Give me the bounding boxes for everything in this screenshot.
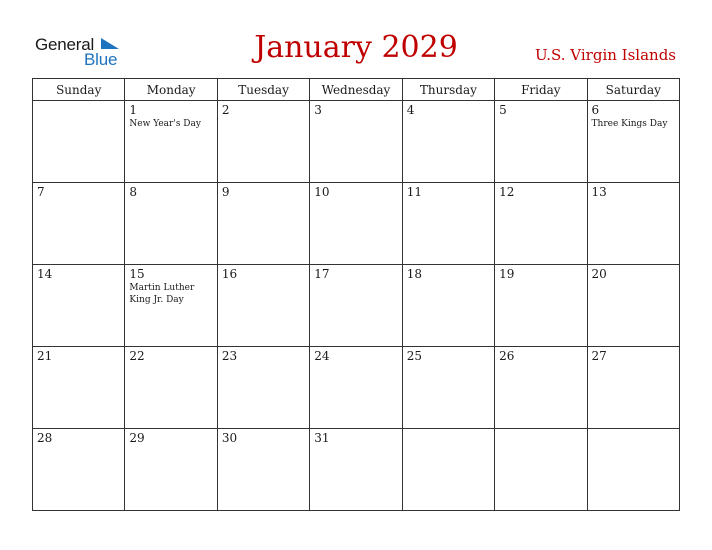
day-cell xyxy=(310,183,402,265)
day-number: 3 xyxy=(314,103,322,117)
region-label: U.S. Virgin Islands xyxy=(535,46,676,64)
day-cell xyxy=(33,347,125,429)
day-number: 13 xyxy=(591,185,607,199)
day-number: 1 xyxy=(129,103,138,117)
day-cell xyxy=(217,265,309,347)
day-cell xyxy=(125,429,217,511)
day-cell xyxy=(33,429,125,511)
holiday-label: Martin Luther King Jr. Day xyxy=(129,283,195,305)
day-number: 14 xyxy=(37,267,53,281)
day-cell xyxy=(402,265,494,347)
day-number: 5 xyxy=(499,103,507,117)
day-cell xyxy=(310,265,402,347)
day-number: 24 xyxy=(314,349,330,363)
day-cell xyxy=(587,347,679,429)
day-number: 10 xyxy=(314,185,330,199)
day-number: 9 xyxy=(221,185,230,199)
day-number: 16 xyxy=(221,267,238,281)
brand-name-general: General xyxy=(35,35,95,54)
calendar-week-row xyxy=(33,183,680,265)
day-cell xyxy=(402,429,494,511)
day-cell xyxy=(33,183,125,265)
day-cell xyxy=(217,429,309,511)
day-number: 17 xyxy=(314,267,330,281)
day-cell xyxy=(587,265,679,347)
day-cell xyxy=(125,347,217,429)
day-cell xyxy=(125,265,217,347)
weekday-header-saturday: Saturday xyxy=(587,79,679,101)
day-number: 20 xyxy=(591,267,607,281)
day-cell xyxy=(587,101,679,183)
day-cell xyxy=(310,101,402,183)
day-number: 26 xyxy=(499,349,515,363)
day-cell xyxy=(495,347,587,429)
day-number: 12 xyxy=(499,185,515,199)
day-number: 6 xyxy=(591,103,600,117)
calendar-week-row xyxy=(33,429,680,511)
weekday-header-thursday: Thursday xyxy=(402,79,494,101)
day-cell xyxy=(495,183,587,265)
day-number: 11 xyxy=(406,185,422,199)
day-cell xyxy=(402,347,494,429)
day-cell xyxy=(310,429,402,511)
day-cell xyxy=(217,347,309,429)
day-cell xyxy=(402,101,494,183)
day-cell xyxy=(495,429,587,511)
day-cell xyxy=(33,265,125,347)
day-cell xyxy=(125,183,217,265)
blue-triangle-flag-icon xyxy=(99,37,121,51)
day-cell xyxy=(495,265,587,347)
day-number: 31 xyxy=(314,431,330,445)
day-cell xyxy=(310,347,402,429)
calendar-week-row xyxy=(33,347,680,429)
day-number: 18 xyxy=(406,267,422,281)
calendar-grid xyxy=(32,78,680,511)
weekday-header-sunday: Sunday xyxy=(33,79,125,101)
day-number: 4 xyxy=(406,103,415,117)
holiday-label: New Year's Day xyxy=(129,119,201,129)
day-number: 19 xyxy=(499,267,515,281)
day-number: 30 xyxy=(221,431,238,445)
day-number: 23 xyxy=(221,349,238,363)
day-number: 7 xyxy=(37,185,45,199)
calendar-week-row xyxy=(33,265,680,347)
day-number: 22 xyxy=(129,349,145,363)
day-number: 8 xyxy=(129,185,138,199)
weekday-header-wednesday: Wednesday xyxy=(310,79,402,101)
day-number: 25 xyxy=(406,349,422,363)
day-number: 28 xyxy=(37,431,53,445)
day-number: 2 xyxy=(221,103,230,117)
day-cell xyxy=(402,183,494,265)
day-number: 21 xyxy=(37,349,53,363)
day-cell xyxy=(587,429,679,511)
weekday-header-row xyxy=(33,79,680,101)
calendar-week-row xyxy=(33,101,680,183)
brand-logo xyxy=(35,35,135,71)
day-cell xyxy=(587,183,679,265)
weekday-header-friday: Friday xyxy=(495,79,587,101)
page-title: January 2029 xyxy=(254,30,458,65)
holiday-label: Three Kings Day xyxy=(591,119,668,129)
day-cell xyxy=(217,183,309,265)
weekday-header-tuesday: Tuesday xyxy=(217,79,309,101)
day-number: 27 xyxy=(591,349,607,363)
day-cell xyxy=(217,101,309,183)
day-number: 29 xyxy=(129,431,145,445)
day-number: 15 xyxy=(129,267,145,281)
day-cell xyxy=(495,101,587,183)
day-cell xyxy=(125,101,217,183)
day-cell xyxy=(33,101,125,183)
weekday-header-monday: Monday xyxy=(125,79,217,101)
brand-name-blue: Blue xyxy=(84,50,118,69)
